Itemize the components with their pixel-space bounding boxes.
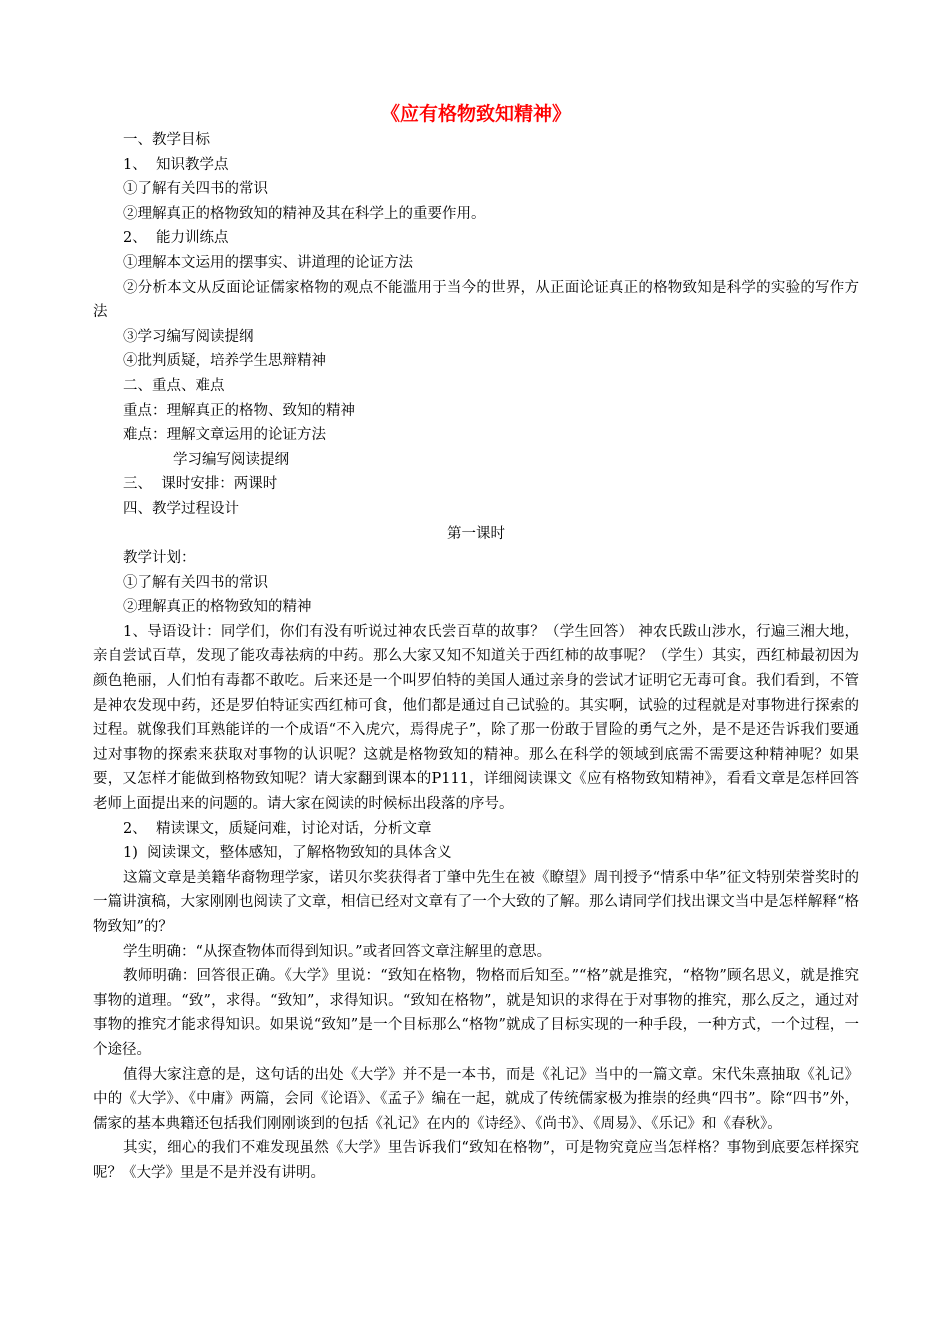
section-heading-schedule: 三、 课时安排：两课时: [123, 476, 278, 493]
list-item: ①了解有关四书的常识: [123, 574, 268, 591]
list-item: ③学习编写阅读提纲: [123, 328, 254, 345]
subheading-ability-points: 2、 能力训练点: [123, 230, 229, 247]
paragraph-note: 值得大家注意的是，这句话的出处《大学》并不是一本书，而是《礼记》当中的一篇文章。宋代朱熹抽取《礼记》中的《大学》、《中庸》两篇，会同《论语》、《孟子》编在一起，就成了传统儒家极为推崇的经典“四书”。除“四书”外，儒家的基本典籍还包括我们刚刚谈到的包括《礼记》在内的《诗经》、《尚书》、《周易》、《乐记》和《春秋》。: [93, 1066, 859, 1132]
difficult-point: 难点：理解文章运用的论证方法: [123, 427, 326, 444]
list-item-analysis: ②分析本文从反面论证儒家格物的观点不能滥用于当今的世界，从正面论证真正的格物致知是科学的实验的写作方法: [93, 279, 859, 321]
section-heading-objectives: 一、教学目标: [123, 132, 210, 148]
subheading-knowledge-points: 1、 知识教学点: [123, 156, 229, 173]
key-point: 重点：理解真正的格物、致知的精神: [123, 402, 355, 419]
list-item: ②理解真正的格物致知的精神及其在科学上的重要作用。: [123, 205, 486, 222]
list-item: ①理解本文运用的摆事实、讲道理的论证方法: [123, 254, 413, 271]
section-heading-key-points: 二、重点、难点: [123, 377, 225, 394]
document-page: [93, 100, 859, 1186]
list-item: ④批判质疑，培养学生思辩精神: [123, 353, 326, 370]
lesson-heading: 第一课时: [447, 525, 505, 542]
substep-heading: 1) 阅读课文，整体感知，了解格物致知的具体含义: [123, 845, 452, 862]
paragraph-teacher-answer: 教师明确：回答很正确。《大学》里说：“致知在格物，物格而后知至。”“格”就是推究，“格物”顾名思义，就是推究事物的道理。“致”，求得。“致知”，求得知识。“致知在格物”，就是知识的求得在于对事物的推究，那么反之，通过对事物的推究才能求得知识。如果说“致知”是一个目标那么“格物”就成了目标实现的一种手段，一种方式，一个过程，一个途径。: [93, 968, 859, 1058]
document-title: 《应有格物致知精神》: [380, 103, 571, 125]
paragraph-intro: 1、导语设计：同学们，你们有没有听说过神农氏尝百草的故事？（学生回答） 神农氏跋山涉水，行遍三湘大地，亲自尝试百草，发现了能攻毒祛病的中药。那么大家又知不知道关于西红柿的故事呢？（学生）其实，西红柿最初因为颜色艳丽，人们怕有毒都不敢吃。后来还是一个叫罗伯特的美国人通过亲身的尝试才证明它无毒可食。我们看到，不管是神农发现中药，还是罗伯特证实西红柿可食，他们都是通过自己试验的。其实啊，试验的过程就是对事物进行探索的过程。就像我们耳熟能详的一个成语“不入虎穴，焉得虎子”，除了那一份敢于冒险的勇气之外，是不是还告诉我们要通过对事物的探索来获取对事物的认识呢？这就是格物致知的精神。那么在科学的领域到底需不需要这种精神呢？如果要，又怎样才能做到格物致知呢？请大家翻到课本的P111，详细阅读课文《应有格物致知精神》，看看文章是怎样回答老师上面提出来的问题的。请大家在阅读的时候标出段落的序号。: [93, 623, 859, 813]
section-heading-process: 四、教学过程设计: [123, 500, 239, 517]
difficult-point-extra: 学习编写阅读提纲: [173, 451, 289, 468]
paragraph-student-answer: 学生明确：“从探查物体而得到知识。”或者回答文章注解里的意思。: [123, 943, 552, 960]
teaching-plan-label: 教学计划：: [123, 550, 196, 567]
step-heading: 2、 精读课文，质疑问难，讨论对话，分析文章: [123, 820, 432, 837]
list-item: ①了解有关四书的常识: [123, 181, 268, 198]
paragraph-question: 其实，细心的我们不难发现虽然《大学》里告诉我们“致知在格物”，可是物究竟应当怎样格？事物到底要怎样探究呢？《大学》里是不是并没有讲明。: [93, 1140, 859, 1181]
paragraph-article: 这篇文章是美籍华裔物理学家，诺贝尔奖获得者丁肇中先生在被《瞭望》周刊授予“情系中华”征文特别荣誉奖时的一篇讲演稿，大家刚刚也阅读了文章，相信已经对文章有了一个大致的了解。那么请同学们找出课文当中是怎样解释“格物致知”的？: [93, 869, 859, 935]
list-item: ②理解真正的格物致知的精神: [123, 599, 312, 616]
